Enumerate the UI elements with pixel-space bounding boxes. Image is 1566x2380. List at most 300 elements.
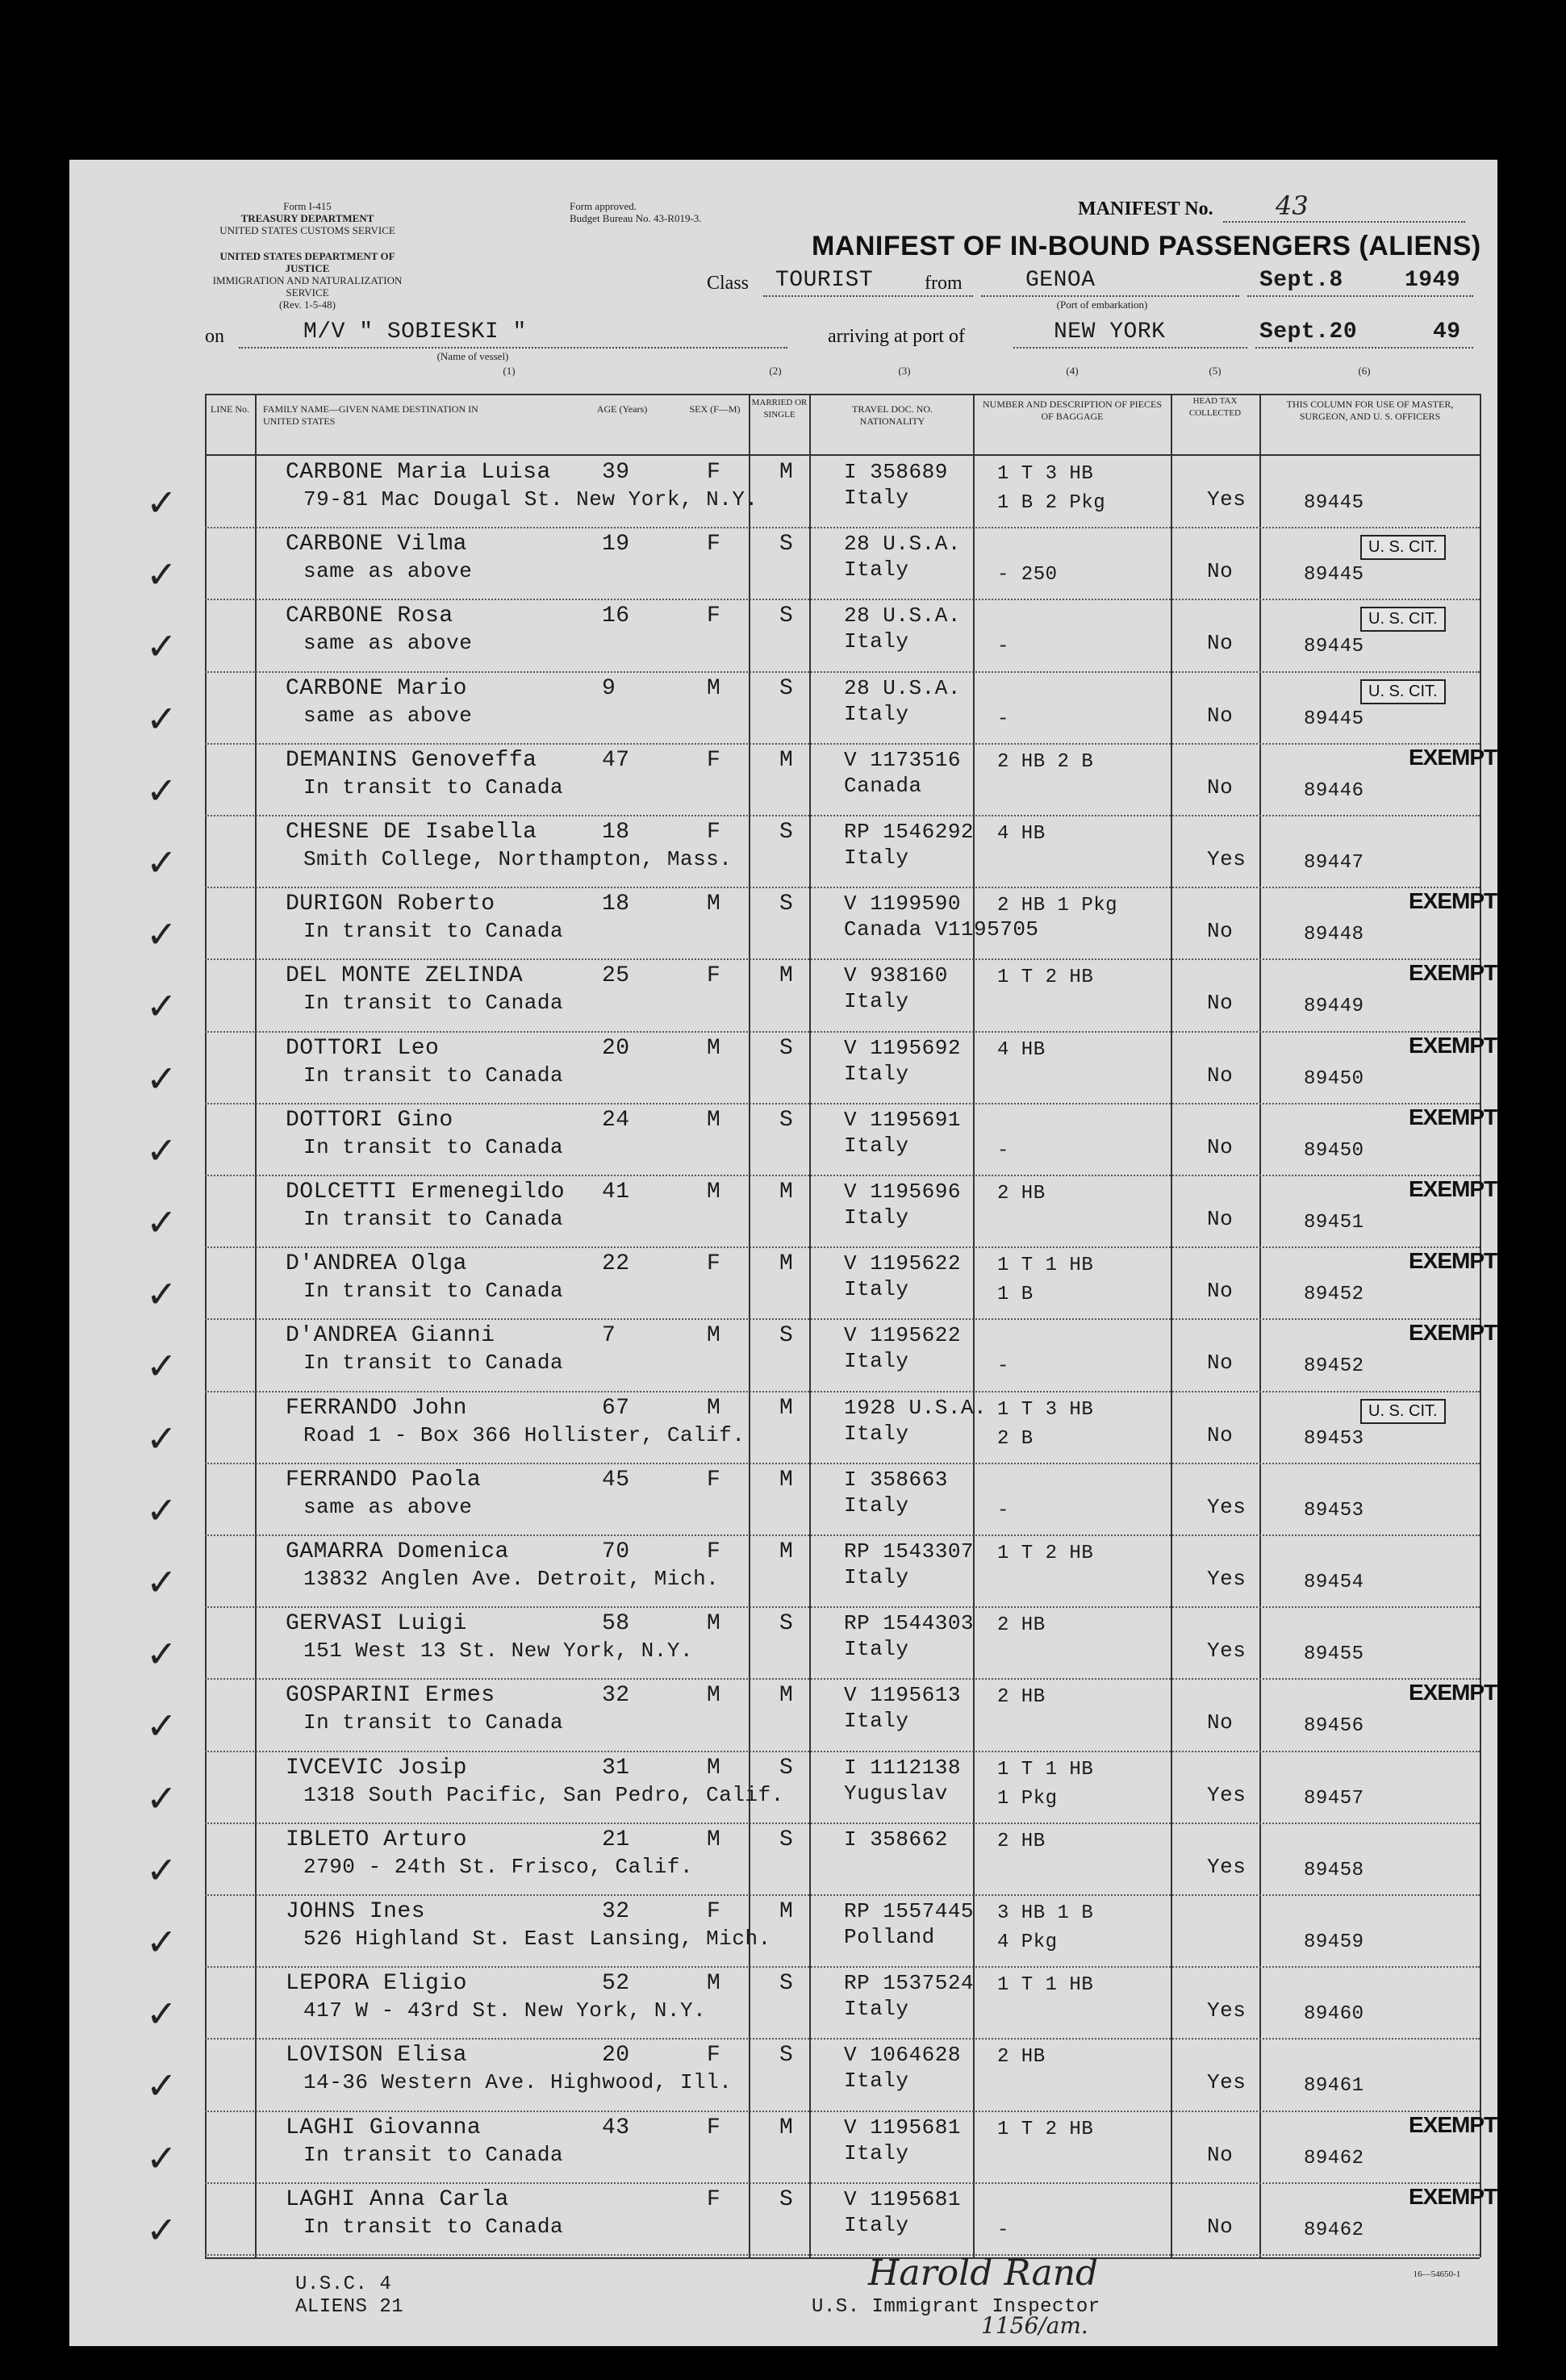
- checkmark-icon: ✓: [146, 1992, 177, 2036]
- passenger-name: IVCEVIC Josip: [286, 1755, 467, 1781]
- passenger-sex: M: [707, 1827, 721, 1852]
- baggage-description: 2 HB 1 Pkg: [997, 895, 1118, 917]
- head-tax-collected: No: [1207, 559, 1234, 584]
- passenger-marital-status: S: [779, 603, 794, 629]
- dept-justice-label: UNITED STATES DEPARTMENT OF JUSTICE: [219, 250, 395, 274]
- passenger-destination: In transit to Canada: [303, 1207, 564, 1231]
- arrival-year: 49: [1433, 319, 1461, 344]
- head-tax-collected: No: [1207, 991, 1234, 1016]
- passenger-destination: 13832 Anglen Ave. Detroit, Mich.: [303, 1567, 720, 1591]
- nationality: Italy: [844, 989, 909, 1014]
- on-label: on: [205, 326, 224, 347]
- passenger-destination: Road 1 - Box 366 Hollister, Calif.: [303, 1422, 745, 1447]
- passenger-marital-status: M: [779, 1395, 794, 1421]
- passenger-age: 70: [602, 1539, 630, 1564]
- officer-number: 89461: [1304, 2075, 1364, 2098]
- exempt-stamp: EXEMPT: [1409, 1248, 1497, 1274]
- table-row: [69, 1752, 1497, 1823]
- checkmark-icon: ✓: [146, 2064, 177, 2108]
- departure-date-line: [1247, 295, 1473, 297]
- table-row: [69, 1248, 1497, 1319]
- col-header-doc: TRAVEL DOC. NO. NATIONALITY: [851, 403, 933, 427]
- travel-doc-number: 28 U.S.A.: [844, 603, 961, 628]
- passenger-sex: F: [707, 1539, 721, 1564]
- passenger-destination: same as above: [303, 1494, 473, 1519]
- exempt-stamp: EXEMPT: [1409, 1176, 1497, 1201]
- passenger-name: LAGHI Giovanna: [286, 2115, 482, 2140]
- officer-number: 89451: [1304, 1212, 1364, 1234]
- manifest-no-label: MANIFEST No.: [1078, 198, 1213, 219]
- checkmark-icon: ✓: [146, 1416, 177, 1460]
- officer-number: 89462: [1304, 2147, 1364, 2169]
- nationality: Italy: [844, 1565, 909, 1589]
- baggage-description: 2 HB: [997, 1686, 1046, 1709]
- arrival-date-line: [1255, 347, 1473, 349]
- checkmark-icon: ✓: [146, 1560, 177, 1604]
- travel-doc-number: V 1195696: [844, 1180, 961, 1204]
- footer-aliens-count: ALIENS 21: [295, 2296, 404, 2318]
- checkmark-icon: ✓: [146, 1920, 177, 1964]
- passenger-destination: In transit to Canada: [303, 1134, 564, 1159]
- passenger-age: 52: [602, 1971, 630, 1997]
- passenger-age: 22: [602, 1251, 630, 1277]
- passenger-marital-status: M: [779, 963, 794, 989]
- col-num-3: (3): [898, 365, 911, 377]
- passenger-name: GERVASI Luigi: [286, 1611, 467, 1637]
- passenger-age: 16: [602, 603, 630, 629]
- passenger-sex: F: [707, 1899, 721, 1924]
- baggage-description: 3 HB 1 B: [997, 1902, 1094, 1924]
- baggage-description: 2 HB 2 B: [997, 750, 1094, 773]
- baggage-description: 2 HB: [997, 1830, 1046, 1852]
- travel-doc-number: I 358689: [844, 460, 948, 484]
- baggage-description-extra: - 250: [997, 564, 1058, 587]
- nationality: Italy: [844, 2212, 909, 2237]
- head-tax-collected: No: [1207, 2214, 1234, 2239]
- passenger-marital-status: S: [779, 1755, 794, 1781]
- passenger-sex: M: [707, 1180, 721, 1205]
- passenger-destination: 79-81 Mac Dougal St. New York, N.Y.: [303, 487, 758, 511]
- exempt-stamp: EXEMPT: [1409, 1104, 1497, 1129]
- checkmark-icon: ✓: [146, 481, 177, 524]
- passenger-sex: F: [707, 460, 721, 485]
- travel-doc-number: V 1064628: [844, 2043, 961, 2068]
- passenger-destination: same as above: [303, 631, 473, 656]
- vessel-name: M/V " SOBIESKI ": [303, 319, 527, 344]
- us-citizen-stamp: U. S. CIT.: [1360, 679, 1446, 704]
- row-separator: [205, 2254, 1480, 2256]
- passenger-marital-status: S: [779, 1035, 794, 1061]
- passenger-destination: 417 W - 43rd St. New York, N.Y.: [303, 1998, 707, 2023]
- nationality: Italy: [844, 629, 909, 654]
- passenger-sex: F: [707, 820, 721, 845]
- department-block: [198, 250, 416, 311]
- passenger-name: DURIGON Roberto: [286, 891, 495, 917]
- officer-number: 89452: [1304, 1284, 1364, 1306]
- nationality: Italy: [844, 2140, 909, 2165]
- passenger-destination: In transit to Canada: [303, 2142, 564, 2167]
- passenger-name: CARBONE Mario: [286, 675, 467, 701]
- arrival-port: NEW YORK: [1054, 319, 1166, 344]
- exempt-stamp: EXEMPT: [1409, 960, 1497, 986]
- officer-number: 89447: [1304, 852, 1364, 874]
- passenger-marital-status: M: [779, 2115, 794, 2140]
- passenger-sex: M: [707, 1755, 721, 1781]
- checkmark-icon: ✓: [146, 696, 177, 741]
- table-row: [69, 1104, 1497, 1175]
- passenger-destination: 1318 South Pacific, San Pedro, Calif.: [303, 1782, 784, 1807]
- passenger-name: IBLETO Arturo: [286, 1827, 467, 1852]
- baggage-description: 4 HB: [997, 1038, 1046, 1061]
- officer-number: 89459: [1304, 1931, 1364, 1953]
- form-approved-label: Form approved.: [570, 200, 637, 212]
- table-row: [69, 528, 1497, 599]
- officer-number: 89445: [1304, 564, 1364, 587]
- inspector-label: U.S. Immigrant Inspector: [812, 2296, 1100, 2318]
- checkmark-icon: ✓: [146, 1632, 177, 1676]
- passenger-destination: 151 West 13 St. New York, N.Y.: [303, 1639, 694, 1664]
- passenger-destination: In transit to Canada: [303, 991, 564, 1016]
- table-row: [69, 1680, 1497, 1751]
- passenger-sex: M: [707, 1107, 721, 1133]
- exempt-stamp: EXEMPT: [1409, 2183, 1497, 2209]
- head-tax-collected: Yes: [1207, 1998, 1247, 2023]
- us-citizen-stamp: U. S. CIT.: [1360, 535, 1446, 560]
- baggage-description: 2 HB: [997, 1614, 1046, 1637]
- head-tax-collected: Yes: [1207, 2070, 1247, 2095]
- passenger-marital-status: S: [779, 532, 794, 557]
- head-tax-collected: No: [1207, 631, 1234, 656]
- checkmark-icon: ✓: [146, 1344, 177, 1388]
- passenger-age: 25: [602, 963, 630, 989]
- head-tax-collected: No: [1207, 919, 1234, 944]
- passenger-name: LAGHI Anna Carla: [286, 2186, 509, 2212]
- passenger-name: DOLCETTI Ermenegildo: [286, 1180, 566, 1205]
- baggage-description: 1 T 3 HB: [997, 1398, 1094, 1421]
- from-label: from: [925, 273, 963, 294]
- baggage-description: 1 T 2 HB: [997, 1543, 1094, 1564]
- passenger-age: 45: [602, 1467, 630, 1493]
- table-top-border: [205, 394, 1480, 395]
- travel-doc-number: V 1199590: [844, 891, 961, 917]
- passenger-destination: In transit to Canada: [303, 1279, 564, 1304]
- checkmark-icon: ✓: [146, 1200, 177, 1244]
- table-row: [69, 673, 1497, 744]
- passenger-marital-status: M: [779, 1899, 794, 1924]
- table-row: [69, 1464, 1497, 1535]
- passenger-sex: F: [707, 1467, 721, 1493]
- passenger-destination: Smith College, Northampton, Mass.: [303, 847, 733, 871]
- head-tax-collected: No: [1207, 1063, 1234, 1088]
- baggage-description: 2 HB: [997, 1183, 1046, 1205]
- arrival-port-line: [1013, 347, 1247, 349]
- passenger-destination: In transit to Canada: [303, 1063, 564, 1088]
- passenger-destination: 14-36 Western Ave. Highwood, Ill.: [303, 2070, 733, 2095]
- passenger-marital-status: M: [779, 1180, 794, 1205]
- passenger-sex: M: [707, 1611, 721, 1637]
- nationality: Italy: [844, 2069, 909, 2094]
- table-bottom-border: [205, 2257, 1480, 2259]
- passenger-name: CARBONE Vilma: [286, 532, 467, 557]
- head-tax-collected: No: [1207, 1351, 1234, 1376]
- table-row: [69, 1033, 1497, 1104]
- checkmark-icon: ✓: [146, 1704, 177, 1748]
- col-header-officers: THIS COLUMN FOR USE OF MASTER, SURGEON, AND U. S. OFFICERS: [1286, 399, 1454, 422]
- nationality: Italy: [844, 1205, 909, 1230]
- col-header-tax: HEAD TAX COLLECTED: [1188, 396, 1242, 418]
- treasury-label: TREASURY DEPARTMENT: [240, 212, 374, 224]
- table-row: [69, 816, 1497, 887]
- passenger-name: FERRANDO John: [286, 1395, 467, 1421]
- table-header-border: [205, 454, 1480, 456]
- passenger-marital-status: M: [779, 460, 794, 485]
- table-row: [69, 457, 1497, 528]
- baggage-description-extra: 1 B 2 Pkg: [997, 492, 1106, 514]
- passenger-age: 32: [602, 1683, 630, 1709]
- nationality: Canada: [844, 773, 922, 798]
- travel-doc-number: I 358662: [844, 1827, 948, 1852]
- baggage-description-extra: 2 B: [997, 1427, 1034, 1450]
- passenger-destination: In transit to Canada: [303, 1351, 564, 1376]
- officer-number: 89456: [1304, 1715, 1364, 1738]
- manifest-no-value: 43: [1276, 190, 1309, 221]
- checkmark-icon: ✓: [146, 1128, 177, 1172]
- table-row: [69, 1536, 1497, 1607]
- passenger-marital-status: S: [779, 1611, 794, 1637]
- head-tax-collected: Yes: [1207, 847, 1247, 871]
- passenger-age: 67: [602, 1395, 630, 1421]
- officer-number: 89455: [1304, 1643, 1364, 1666]
- baggage-description-extra: 4 Pkg: [997, 1931, 1058, 1953]
- passenger-age: 31: [602, 1755, 630, 1781]
- passenger-age: 43: [602, 2115, 630, 2140]
- table-row: [69, 1824, 1497, 1895]
- officer-number: 89449: [1304, 996, 1364, 1018]
- passenger-marital-status: S: [779, 2186, 794, 2212]
- nationality: Italy: [844, 1277, 909, 1302]
- travel-doc-number: RP 1537524: [844, 1971, 975, 1996]
- passenger-age: 21: [602, 1827, 630, 1852]
- passenger-age: 19: [602, 532, 630, 557]
- passenger-sex: F: [707, 1251, 721, 1277]
- officer-number: 89450: [1304, 1139, 1364, 1162]
- table-row: [69, 2184, 1497, 2255]
- class-line: [763, 295, 973, 297]
- manifest-no-line: [1223, 221, 1465, 223]
- passenger-name: CHESNE DE Isabella: [286, 820, 537, 845]
- baggage-description: 1 T 1 HB: [997, 1974, 1094, 1997]
- col-header-married: MARRIED OR SINGLE: [751, 398, 808, 420]
- head-tax-collected: Yes: [1207, 1854, 1247, 1879]
- passenger-marital-status: M: [779, 747, 794, 773]
- passenger-sex: M: [707, 675, 721, 701]
- table-row: [69, 1393, 1497, 1463]
- travel-doc-number: V 1195622: [844, 1323, 961, 1348]
- head-tax-collected: No: [1207, 2142, 1234, 2167]
- table-row: [69, 888, 1497, 959]
- travel-doc-number: RP 1557445: [844, 1899, 975, 1923]
- table-row: [69, 960, 1497, 1031]
- nationality: Italy: [844, 1493, 909, 1518]
- departure-year: 1949: [1405, 268, 1461, 293]
- nationality: Polland: [844, 1925, 935, 1949]
- passenger-sex: M: [707, 1971, 721, 1997]
- ins-label: IMMIGRATION AND NATURALIZATION SERVICE: [212, 274, 403, 299]
- travel-doc-number: 28 U.S.A.: [844, 532, 961, 557]
- passenger-sex: F: [707, 963, 721, 989]
- passenger-destination: In transit to Canada: [303, 919, 564, 944]
- col-num-2: (2): [769, 365, 782, 377]
- passenger-marital-status: S: [779, 1323, 794, 1349]
- class-value: TOURIST: [775, 268, 874, 293]
- passenger-destination: 526 Highland St. East Lansing, Mich.: [303, 1927, 771, 1951]
- passenger-marital-status: S: [779, 1107, 794, 1133]
- passenger-age: 20: [602, 2043, 630, 2069]
- nationality: Canada V1195705: [844, 917, 1039, 942]
- passenger-age: 47: [602, 747, 630, 773]
- baggage-description: 1 T 2 HB: [997, 967, 1094, 989]
- table-row: [69, 1176, 1497, 1247]
- officer-number: 89453: [1304, 1427, 1364, 1450]
- passenger-marital-status: S: [779, 820, 794, 845]
- head-tax-collected: No: [1207, 1422, 1234, 1447]
- col-header-line: LINE No.: [211, 403, 249, 415]
- baggage-description-extra: 1 Pkg: [997, 1787, 1058, 1810]
- travel-doc-number: V 1195691: [844, 1107, 961, 1132]
- officer-number: 89445: [1304, 636, 1364, 658]
- us-citizen-stamp: U. S. CIT.: [1360, 607, 1446, 632]
- passenger-age: 9: [602, 675, 616, 701]
- passenger-sex: F: [707, 2043, 721, 2069]
- travel-doc-number: V 1195692: [844, 1035, 961, 1060]
- baggage-description-extra: -: [997, 2219, 1009, 2241]
- footer-usc-count: U.S.C. 4: [295, 2274, 392, 2295]
- col-header-sex: SEX (F—M): [689, 403, 741, 415]
- class-label: Class: [707, 273, 750, 294]
- baggage-description-extra: 1 B: [997, 1284, 1034, 1306]
- exempt-stamp: EXEMPT: [1409, 1032, 1497, 1058]
- passenger-destination: In transit to Canada: [303, 1710, 564, 1735]
- col-num-6: (6): [1358, 365, 1371, 377]
- baggage-description-extra: -: [997, 1139, 1009, 1162]
- passenger-age: 20: [602, 1035, 630, 1061]
- officer-number: 89445: [1304, 492, 1364, 514]
- passenger-name: DOTTORI Leo: [286, 1035, 440, 1061]
- head-tax-collected: Yes: [1207, 1567, 1247, 1591]
- officer-number: 89460: [1304, 2003, 1364, 2026]
- checkmark-icon: ✓: [146, 1776, 177, 1820]
- officer-number: 89448: [1304, 924, 1364, 946]
- travel-doc-number: I 358663: [844, 1467, 948, 1492]
- baggage-description: 1 T 2 HB: [997, 2118, 1094, 2140]
- col-num-4: (4): [1066, 365, 1079, 377]
- passenger-age: 39: [602, 460, 630, 485]
- passenger-destination: In transit to Canada: [303, 775, 564, 800]
- passenger-age: 58: [602, 1611, 630, 1637]
- table-row: [69, 1896, 1497, 1967]
- nationality: Italy: [844, 1133, 909, 1158]
- passenger-sex: M: [707, 1395, 721, 1421]
- exempt-stamp: EXEMPT: [1409, 888, 1497, 914]
- col-num-1: (1): [503, 365, 516, 377]
- passenger-sex: M: [707, 891, 721, 917]
- arriving-label: arriving at port of: [828, 326, 965, 347]
- officer-number: 89462: [1304, 2219, 1364, 2241]
- table-row: [69, 745, 1497, 816]
- passenger-age: 18: [602, 820, 630, 845]
- form-id-block: [215, 200, 400, 236]
- officer-number: 89445: [1304, 708, 1364, 730]
- baggage-description-extra: -: [997, 1355, 1009, 1378]
- passenger-name: LOVISON Elisa: [286, 2043, 467, 2069]
- travel-doc-number: RP 1546292: [844, 820, 975, 844]
- table-row: [69, 600, 1497, 671]
- head-tax-collected: Yes: [1207, 1782, 1247, 1807]
- passenger-marital-status: S: [779, 891, 794, 917]
- nationality: Italy: [844, 846, 909, 870]
- checkmark-icon: ✓: [146, 1848, 177, 1892]
- checkmark-icon: ✓: [146, 841, 177, 884]
- nationality: Italy: [844, 1709, 909, 1734]
- passenger-destination: In transit to Canada: [303, 2214, 564, 2239]
- col-header-baggage: NUMBER AND DESCRIPTION OF PIECES OF BAGGAGE: [982, 399, 1163, 422]
- us-citizen-stamp: U. S. CIT.: [1360, 1399, 1446, 1424]
- travel-doc-number: V 1195622: [844, 1251, 961, 1276]
- passenger-name: GOSPARINI Ermes: [286, 1683, 495, 1709]
- baggage-description: 1 T 3 HB: [997, 463, 1094, 485]
- baggage-description: 2 HB: [997, 2046, 1046, 2069]
- head-tax-collected: No: [1207, 1134, 1234, 1159]
- checkmark-icon: ✓: [146, 768, 177, 812]
- checkmark-icon: ✓: [146, 624, 177, 669]
- table-row: [69, 2040, 1497, 2111]
- travel-doc-number: V 1195681: [844, 2186, 961, 2211]
- passenger-name: DEMANINS Genoveffa: [286, 747, 537, 773]
- manifest-title: MANIFEST OF IN-BOUND PASSENGERS (ALIENS): [812, 231, 1481, 261]
- head-tax-collected: Yes: [1207, 487, 1247, 511]
- officer-number: 89450: [1304, 1067, 1364, 1090]
- budget-bureau-label: Budget Bureau No. 43-R019-3.: [570, 212, 702, 224]
- travel-doc-number: V 1173516: [844, 747, 961, 772]
- exempt-stamp: EXEMPT: [1409, 2111, 1497, 2137]
- passenger-name: DEL MONTE ZELINDA: [286, 963, 524, 989]
- head-tax-collected: No: [1207, 1710, 1234, 1735]
- passenger-sex: F: [707, 2186, 721, 2212]
- head-tax-collected: No: [1207, 1207, 1234, 1231]
- table-row: [69, 2112, 1497, 2183]
- nationality: Italy: [844, 1997, 909, 2022]
- travel-doc-number: I 1112138: [844, 1755, 961, 1780]
- passenger-sex: F: [707, 603, 721, 629]
- passenger-name: FERRANDO Paola: [286, 1467, 482, 1493]
- from-value: GENOA: [1025, 268, 1096, 293]
- passenger-marital-status: S: [779, 1827, 794, 1852]
- passenger-name: D'ANDREA Olga: [286, 1251, 467, 1277]
- vessel-caption: (Name of vessel): [436, 350, 509, 362]
- nationality: Yuguslav: [844, 1781, 948, 1806]
- officer-number: 89446: [1304, 779, 1364, 802]
- passenger-name: LEPORA Eligio: [286, 1971, 467, 1997]
- exempt-stamp: EXEMPT: [1409, 1680, 1497, 1706]
- passenger-name: GAMARRA Domenica: [286, 1539, 509, 1564]
- passenger-sex: M: [707, 1035, 721, 1061]
- passenger-marital-status: M: [779, 1251, 794, 1277]
- nationality: Italy: [844, 1421, 909, 1446]
- officer-number: 89454: [1304, 1572, 1364, 1593]
- nationality: Italy: [844, 486, 909, 510]
- passenger-name: CARBONE Maria Luisa: [286, 460, 551, 485]
- col-header-name: FAMILY NAME—GIVEN NAME DESTINATION IN UNITED STATES: [263, 403, 478, 427]
